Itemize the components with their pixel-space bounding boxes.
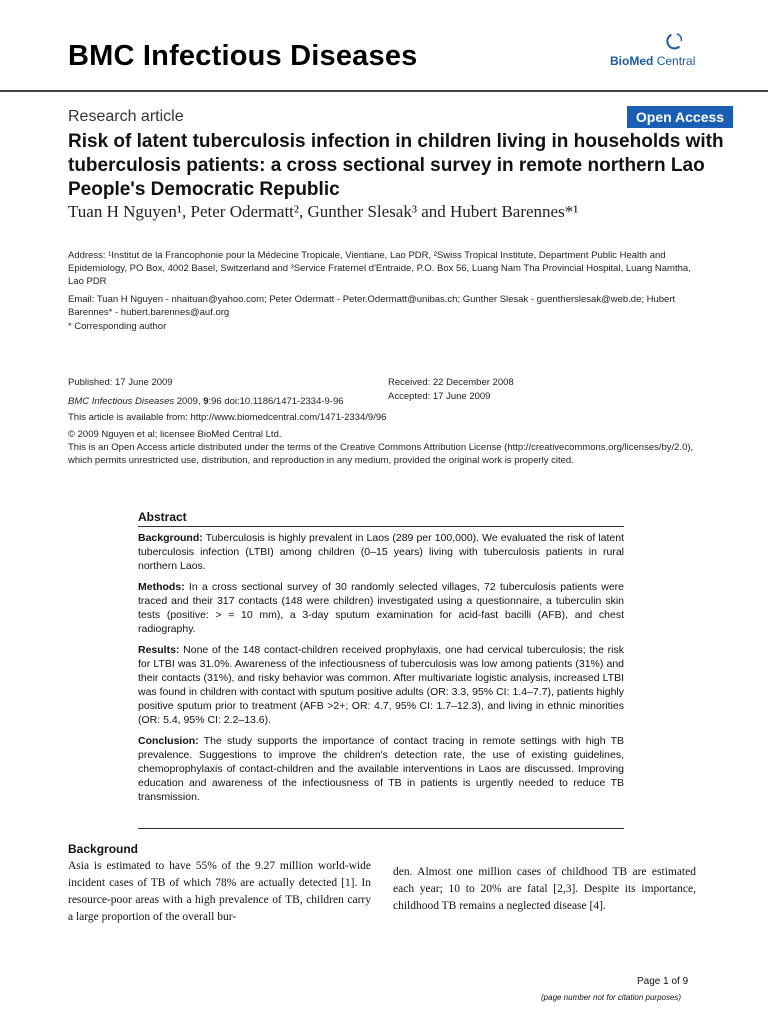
abstract-heading: Abstract: [138, 510, 187, 524]
citation-volume: 9: [203, 396, 209, 407]
article-url-line: This article is available from: http://www.biomedcentral.com/1471-2334/9/96: [68, 412, 387, 423]
abstract-conclusion: Conclusion: The study supports the importance of contact tracing in remote settings with high TB prevalence. Suggestions to improve the children's detection rate, the use of existing guidelines, chemoprophylaxis of contact-children and the available interventions in Laos are discussed. Improving education and awareness of the infectiousness of TB in patients is urgently needed to reduce TB transmission.: [138, 735, 624, 803]
author-emails: Email: Tuan H Nguyen - nhaituan@yahoo.com; Peter Odermatt - Peter.Odermatt@unibas.ch; Gunther Slesak - guentherslesak@web.de; Hubert Barennes* - hubert.barennes@auf.org: [68, 294, 676, 318]
abstract: [138, 510, 624, 811]
publisher-name-light: Central: [656, 54, 696, 68]
abstract-results: Results: None of the 148 contact-children received prophylaxis, one had cervical tuberculosis; the risk for LTBI was 31.0%. Awareness of the infectiousness of tuberculosis was low among patients (31%) and their contacts (31%), and risky behavior was common. After multivariate logistic analysis, increased LTBI was found in children with contact with sputum positive adults (OR: 3.3, 95% CI: 1.4–7.7), patients highly positive sputum prior to treatment (AFB >2+; OR: 4.7, 95% CI: 1.7–12.3), and living in ethnic minorities (OR: 5.4, 95% CI: 2.2–13.6).: [138, 644, 624, 726]
abstract-methods: Methods: In a cross sectional survey of 30 randomly selected villages, 72 tuberculosis patients were traced and their 317 contacts (148 were children) investigated using a questionnaire, a tuberculin skin tests (positive: > = 10 mm), a 3-day sputum examination for acid-fast bacilli (AFB), and chest radiography.: [138, 581, 624, 635]
publisher-name-bold: BioMed: [610, 54, 654, 68]
publisher-logo: [610, 30, 722, 74]
license-text: This is an Open Access article distributed under the terms of the Creative Commons Attribution License (http://creativecommons.org/licenses/by/2.0), which permits unrestricted use, distribution, and reproduction in any medium, provided the original work is properly cited.: [68, 442, 694, 466]
received-date: Received: 22 December 2008: [388, 377, 514, 388]
biomed-arc-icon: [666, 32, 684, 50]
page-number: Page 1 of 9: [637, 976, 689, 987]
journal-title: BMC Infectious Diseases: [68, 40, 418, 72]
published-date: Published: 17 June 2009: [68, 377, 173, 388]
article-title: Risk of latent tuberculosis infection in children living in households with tuberculosis patients: a cross sectional survey in remote northern Lao People's Democratic Republic: [68, 131, 724, 200]
body-column-right: [393, 864, 696, 915]
header-divider: [0, 90, 768, 92]
citation-doi: :96 doi:10.1186/1471-2334-9-96: [208, 396, 344, 407]
publication-info: [68, 376, 388, 414]
copyright-block: [68, 428, 708, 467]
body-paragraph-left: Asia is estimated to have 55% of the 9.27 million world-wide incident cases of TB of which 78% are actually detected [1]. In resource-poor areas with a high prevalence of TB, children carry a large proportion of the overall bur-: [68, 860, 371, 923]
author-list: Tuan H Nguyen¹, Peter Odermatt², Gunther Slesak³ and Hubert Barennes*¹: [68, 202, 579, 221]
copyright-line: © 2009 Nguyen et al; licensee BioMed Central Ltd.: [68, 429, 282, 440]
accepted-date: Accepted: 17 June 2009: [388, 391, 491, 402]
corresponding-author-note: * Corresponding author: [68, 321, 167, 332]
dates-info: [388, 376, 648, 409]
open-access-badge: Open Access: [627, 106, 733, 128]
citation: BMC Infectious Diseases 2009, 9:96 doi:10.1186/1471-2334-9-96: [68, 396, 344, 407]
body-column-left: [68, 842, 371, 926]
citation-journal: BMC Infectious Diseases: [68, 396, 175, 407]
page-number-note: (page number not for citation purposes): [541, 993, 682, 1002]
body-paragraph-right: den. Almost one million cases of childhood TB are estimated each year; 10 to 20% are fatal [2,3]. Despite its importance, childhood TB remains a neglected disease [4].: [393, 866, 696, 912]
abstract-bottom-divider: [138, 828, 624, 829]
author-addresses: Address: ¹Institut de la Francophonie pour la Médecine Tropicale, Vientiane, Lao PDR, ²Swiss Tropical Institute, Department Public Health and Epidemiology, PO Box, 4002 Basel, Switzerland and ³Service Fraternel d'Entraide, P.O. Box 56, Luang Nam Tha Provincial Hospital, Luang Namtha, Lao PDR: [68, 250, 691, 287]
abstract-background: Background: Tuberculosis is highly prevalent in Laos (289 per 100,000). We evaluated the risk of latent tuberculosis infection (LTBI) among children (0–15 years) living with tuberculosis patients in rural northern Laos.: [138, 532, 624, 572]
article-type: Research article: [68, 108, 184, 125]
abstract-divider: [138, 526, 624, 527]
section-heading: Background: [68, 842, 139, 856]
